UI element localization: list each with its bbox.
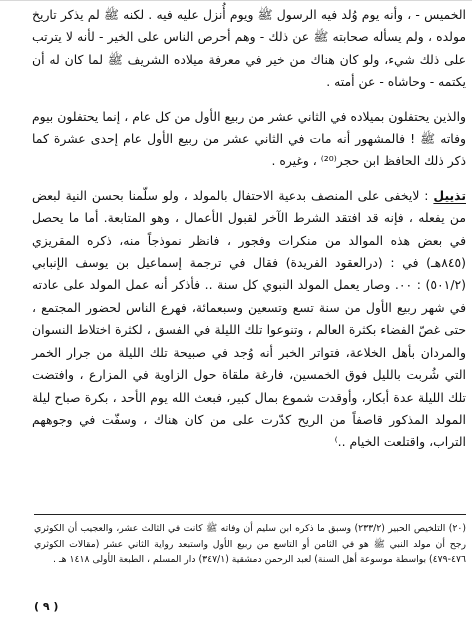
paragraph-1: الخميس - ، وأنه يوم وُلد فيه الرسول ﷺ ويوم أُنزل عليه فيه . لكنه ﷺ لم يذكر تاريخ مولده ، ولم يسأله صحابته ﷺ عن ذلك - وهم أحرص الناس على الخير - لأنه لا يترتب على ذلك شيء، ولو كان هناك من خير في معرفة ميلاده الشريف ﷺ لما كان له أن يكتمه - وحاشاه - عن أمته . [32,7,466,90]
page-number: ( ٩ ) [34,600,59,613]
footnote-section [34,514,466,568]
main-text [32,4,466,454]
paragraph-tadhyil [32,185,466,454]
tadhyil-heading: تذييل [433,187,466,203]
tadhyil-text: : لايخفى على المنصف بدعية الاحتفال بالمولد ، ولو سلّمنا بحسن النية لبعض من يفعله ، فإنه قد افتقد الشرط الآخر لقبول الأعمال ، وهو المتابعة. أما ما يحصل في بعض هذه الموالد من منكرات وفجور ، فانظر نموذجاً منه، ذكره المقريزي (٨٤٥هـ) في : (درالعقود الفريدة) فقال في ترجمة إسماعيل بن يوسف الإنبابي (٥٠١/٢) : ٠٠. وصار يعمل المولد النبوي كل سنة .. فأذكر أنه عمل المولد على عادته في شهر ربيع الأول من سنة تسع وتسعين وسبعمائة، فهرع الناس لحضور المجتمع ، حتى غصّ الفضاء بكثرة العالم ، وتنوعوا تلك الليلة في الفسق ، لكثرة اختلاط النسوان والمردان بأهل الخلاعة، فتواتر الخبر أنه وُجد في صبيحة تلك الليلة من جرار الخمر التي شُربت بالليل فوق الخمسين، فارغة ملقاة حول الزاوية في المزارع ، وافتضت تلك الليلة عدة أبكار، وأوقدت شموع بمال كبير، فبعث الله يوم الأحد ، بكرة صباح ليلة المولد المذكور قاصفاً من الريح كدّرت على من كان هناك ، وسفّت في وجوههم التراب، واقتلعت الخيام ..⁾ [32,187,467,450]
top-border [0,0,472,1]
paragraph-2: والذين يحتفلون بميلاده في الثاني عشر من ربيع الأول من كل عام ، إنما يحتفلون بيوم وفاته ﷺ ! فالمشهور أنه مات في الثاني عشر من ربيع الأول عام إحدى عشرة كما ذكر ذلك الحافظ ابن حجر⁽²⁰⁾ ، وغيره . [32,108,466,169]
footnote-20: (٢٠) التلخيص الحبير (٢٣٣/٢) وسبق ما ذكره ابن سليم أن وفاته ﷺ كانت في الثالث عشر، والعجيب أن الكوثري رجح أن مولد النبي ﷺ هو في الثامن أو التاسع من ربيع الأول واستبعد رواية الثاني عشر (مقالات الكوثري ٤٧٦-٤٧٩) بواسطة موسوعة أهل السنة) لعبد الرحمن دمشقية (٣٤٧/١) دار المسلم ، الطبعة الأولى ١٤١٨ هـ . [34,523,466,566]
